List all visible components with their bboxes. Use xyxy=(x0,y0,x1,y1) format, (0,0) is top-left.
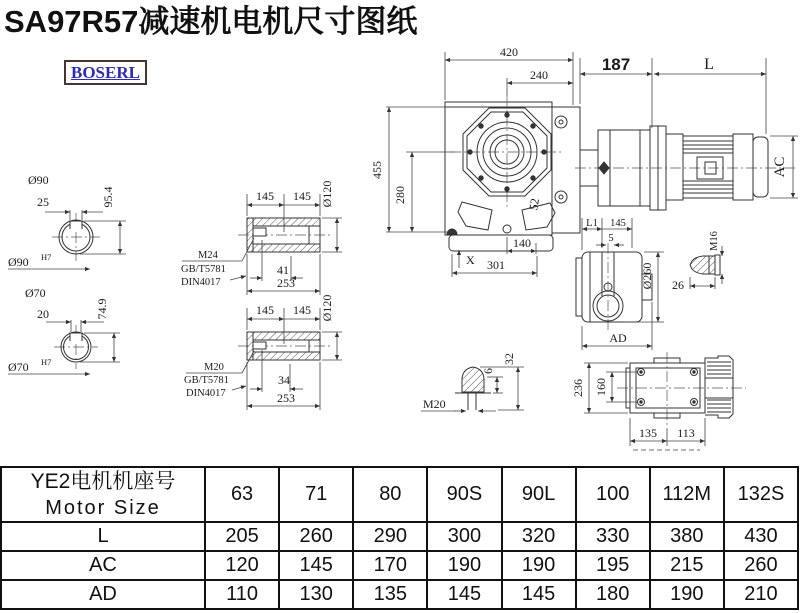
dim-bore90: Ø90 xyxy=(8,255,29,269)
cell: 120 xyxy=(205,551,279,580)
shaft-section-70 xyxy=(8,286,120,374)
table-row xyxy=(1,467,798,522)
header-cn: YE2电机机座号 xyxy=(30,469,176,493)
dim-160: 160 xyxy=(594,378,608,396)
dim-dia120-top: Ø120 xyxy=(320,180,334,208)
dim-bore70-tol: H7 xyxy=(41,357,52,367)
cell: 260 xyxy=(279,522,353,551)
dim-bore70: Ø70 xyxy=(8,360,29,374)
cell: 210 xyxy=(724,580,798,609)
dim-41: 41 xyxy=(277,263,289,277)
gearbox-front-view xyxy=(370,45,580,277)
hollow-shaft-m24 xyxy=(181,181,342,295)
cell: 205 xyxy=(205,522,279,551)
cell: 320 xyxy=(502,522,576,551)
cell: 190 xyxy=(650,580,724,609)
dim-240: 240 xyxy=(530,68,548,82)
dim-253-top: 253 xyxy=(277,276,295,290)
dim-455: 455 xyxy=(370,161,384,179)
dim-AD: AD xyxy=(609,331,627,345)
dim-L1: L1 xyxy=(586,218,598,229)
label-gbt5781-bottom: GB/T5781 xyxy=(184,375,229,386)
dim-26: 26 xyxy=(672,278,684,292)
row-label: AC xyxy=(1,551,205,580)
dim-187: 187 xyxy=(601,55,631,74)
dim-145d: 145 xyxy=(293,303,311,317)
dim-34: 34 xyxy=(278,373,290,387)
hollow-shaft-m20 xyxy=(184,295,342,410)
cell: 260 xyxy=(724,551,798,580)
label-x: X xyxy=(466,253,475,267)
cell: 300 xyxy=(427,522,501,551)
motor-assembly xyxy=(575,55,798,210)
dim-236: 236 xyxy=(571,379,585,397)
table-row xyxy=(1,522,798,551)
bolt-m16 xyxy=(672,231,722,292)
col-header: 112M xyxy=(650,467,724,522)
cell: 190 xyxy=(502,551,576,580)
cell: 430 xyxy=(724,522,798,551)
row-label: L xyxy=(1,522,205,551)
dim-135: 135 xyxy=(639,426,657,440)
dim-145-side: 145 xyxy=(610,218,626,229)
dim-M16: M16 xyxy=(709,231,720,251)
motor-size-table xyxy=(0,466,799,610)
cell: 195 xyxy=(576,551,650,580)
row-label: AD xyxy=(1,580,205,609)
gearbox-side-view xyxy=(576,218,664,350)
header-en: Motor Size xyxy=(45,496,161,519)
page-title: SA97R57减速机电机尺寸图纸 xyxy=(4,4,418,39)
cell: 190 xyxy=(427,551,501,580)
cell: 130 xyxy=(279,580,353,609)
boserl-logo: BOSERL xyxy=(64,60,147,85)
bolt-m20 xyxy=(421,353,524,411)
dim-253-bottom: 253 xyxy=(277,391,295,405)
dim-301: 301 xyxy=(487,258,505,272)
header-motor-size xyxy=(1,467,205,522)
cell: 215 xyxy=(650,551,724,580)
dim-M20-bolt: M20 xyxy=(423,397,446,411)
cell: 170 xyxy=(353,551,427,580)
table-row xyxy=(1,551,798,580)
dim-145c: 145 xyxy=(256,303,274,317)
dim-L: L xyxy=(704,56,714,73)
dim-dia260: Ø260 xyxy=(640,262,654,290)
shaft-section-90 xyxy=(8,173,126,269)
table-row xyxy=(1,580,798,609)
dim-420: 420 xyxy=(500,45,518,59)
dim-32: 32 xyxy=(502,353,516,365)
col-header: 90L xyxy=(502,467,576,522)
cell: 290 xyxy=(353,522,427,551)
cell: 135 xyxy=(353,580,427,609)
gearbox-top-view xyxy=(571,352,746,450)
cell: 110 xyxy=(205,580,279,609)
col-header: 80 xyxy=(353,467,427,522)
dim-keyw-25: 25 xyxy=(37,195,49,209)
label-din4017-bottom: DIN4017 xyxy=(186,388,226,399)
dim-52: 52 xyxy=(526,197,542,212)
cell: 330 xyxy=(576,522,650,551)
dim-keyh-95-4: 95.4 xyxy=(101,186,115,208)
col-header: 100 xyxy=(576,467,650,522)
dim-5: 5 xyxy=(608,233,614,244)
col-header: 132S xyxy=(724,467,798,522)
label-m20: M20 xyxy=(204,362,224,373)
dim-145a: 145 xyxy=(256,189,274,203)
dim-113: 113 xyxy=(677,426,695,440)
dim-140: 140 xyxy=(513,236,531,250)
cell: 145 xyxy=(279,551,353,580)
label-din4017-top: DIN4017 xyxy=(181,277,221,288)
label-m24: M24 xyxy=(198,250,218,261)
dim-dia90: Ø90 xyxy=(28,173,49,187)
dim-dia120-bottom: Ø120 xyxy=(320,294,334,322)
cell: 145 xyxy=(427,580,501,609)
col-header: 90S xyxy=(427,467,501,522)
dim-145b: 145 xyxy=(293,189,311,203)
dim-280: 280 xyxy=(393,186,407,204)
dim-AC: AC xyxy=(772,156,788,178)
cell: 145 xyxy=(502,580,576,609)
dim-6: 6 xyxy=(481,368,495,374)
dim-keyw-20: 20 xyxy=(37,307,49,321)
col-header: 71 xyxy=(279,467,353,522)
dim-dia70: Ø70 xyxy=(25,286,46,300)
col-header: 63 xyxy=(205,467,279,522)
dim-bore90-tol: H7 xyxy=(41,252,52,262)
cell: 180 xyxy=(576,580,650,609)
label-gbt5781-top: GB/T5781 xyxy=(181,264,226,275)
dim-keyh-74-9: 74.9 xyxy=(95,298,109,320)
cell: 380 xyxy=(650,522,724,551)
